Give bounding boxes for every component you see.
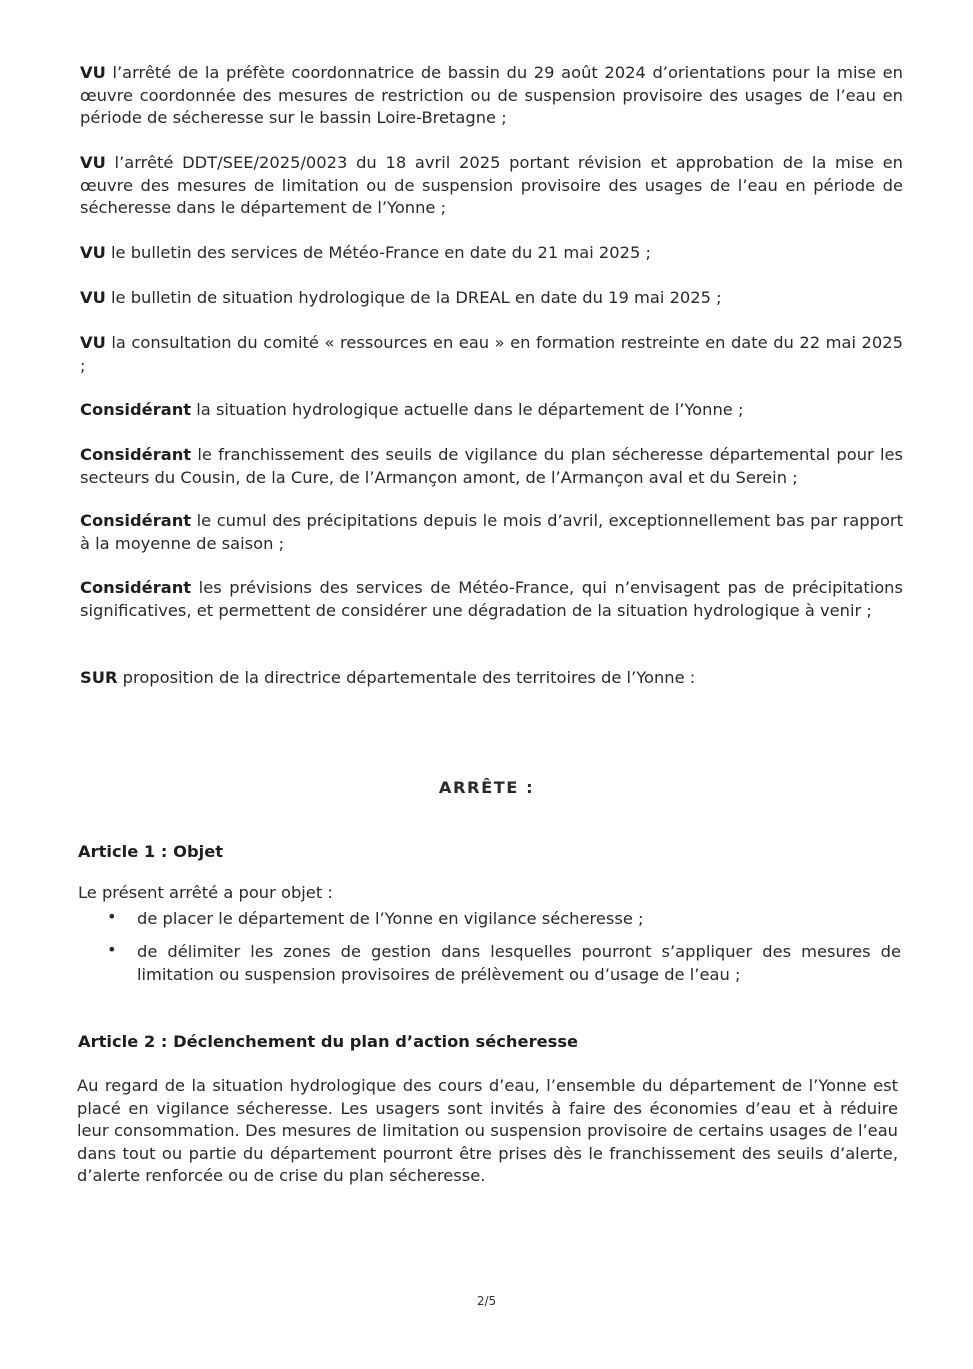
bullet-icon: • <box>107 940 117 959</box>
vu-keyword: VU <box>80 153 106 172</box>
vu-paragraph <box>80 62 903 130</box>
considerant-paragraph <box>80 399 903 422</box>
article-1-intro: Le présent arrêté a pour objet : <box>78 883 333 902</box>
considerant-paragraph <box>80 577 903 622</box>
vu-keyword: VU <box>80 63 106 82</box>
page-number: 2/5 <box>476 1294 497 1308</box>
vu-keyword: VU <box>80 243 106 262</box>
considerant-keyword: Considérant <box>80 400 192 419</box>
considerant-text: les prévisions des services de Météo-France, qui n’envisagent pas de précipitations significatives, et permettent de considérer une dégradation de la situation hydrologique à venir ; <box>80 578 903 620</box>
bullet-icon: • <box>107 907 117 926</box>
sur-text: proposition de la directrice départementale des territoires de l’Yonne : <box>117 668 696 687</box>
vu-keyword: VU <box>80 288 106 307</box>
vu-paragraph <box>80 332 903 377</box>
arrete-title: ARRÊTE : <box>438 778 535 797</box>
vu-text: le bulletin des services de Météo-France en date du 21 mai 2025 ; <box>105 243 652 262</box>
vu-paragraph <box>80 287 903 310</box>
considerant-keyword: Considérant <box>80 445 192 464</box>
article-1-title: Article 1 : Objet <box>78 842 224 861</box>
vu-text: l’arrêté de la préfète coordonnatrice de bassin du 29 août 2024 d’orientations pour la mise en œuvre coordonnée des mesures de restriction ou de suspension provisoire des usages de l’eau en période de sécheresse sur le bassin Loire-Bretagne ; <box>80 63 903 127</box>
vu-paragraph <box>80 152 903 220</box>
vu-paragraph <box>80 242 903 265</box>
considerant-text: la situation hydrologique actuelle dans le département de l’Yonne ; <box>191 400 744 419</box>
vu-text: l’arrêté DDT/SEE/2025/0023 du 18 avril 2025 portant révision et approbation de la mise en œuvre des mesures de limitation ou de suspension provisoire des usages de l’eau en période de sécheresse dans le département de l’Yonne ; <box>80 153 903 217</box>
vu-text: le bulletin de situation hydrologique de la DREAL en date du 19 mai 2025 ; <box>105 288 722 307</box>
considerant-keyword: Considérant <box>80 578 192 597</box>
considerant-paragraph <box>80 444 903 489</box>
vu-text: la consultation du comité « ressources en eau » en formation restreinte en date du 22 mai 2025 ; <box>80 333 903 375</box>
considerant-keyword: Considérant <box>80 511 192 530</box>
vu-keyword: VU <box>80 333 106 352</box>
considerant-text: le franchissement des seuils de vigilance du plan sécheresse départemental pour les secteurs du Cousin, de la Cure, de l’Armançon amont, de l’Armançon aval et du Serein ; <box>80 445 903 487</box>
considerant-text: le cumul des précipitations depuis le mois d’avril, exceptionnellement bas par rapport à la moyenne de saison ; <box>80 511 903 553</box>
sur-keyword: SUR <box>80 668 118 687</box>
article-1-bullet: de placer le département de l’Yonne en vigilance sécheresse ; <box>137 909 644 928</box>
considerant-paragraph <box>80 510 903 555</box>
article-2-text: Au regard de la situation hydrologique des cours d’eau, l’ensemble du département de l’Yonne est placé en vigilance sécheresse. Les usagers sont invités à faire des économies d’eau et à réduire leur consommation. Des mesures de limitation ou suspension provisoire de certains usages de l’eau dans tout ou partie du département pourront être prises dès le franchissement des seuils d’alerte, d’alerte renforcée ou de crise du plan sécheresse. <box>77 1076 898 1185</box>
article-1-bullet: de délimiter les zones de gestion dans lesquelles pourront s’appliquer des mesures de limitation ou suspension provisoires de prélèvement ou d’usage de l’eau ; <box>137 942 901 984</box>
article-2-title: Article 2 : Déclenchement du plan d’action sécheresse <box>78 1032 579 1051</box>
sur-paragraph <box>80 667 903 690</box>
